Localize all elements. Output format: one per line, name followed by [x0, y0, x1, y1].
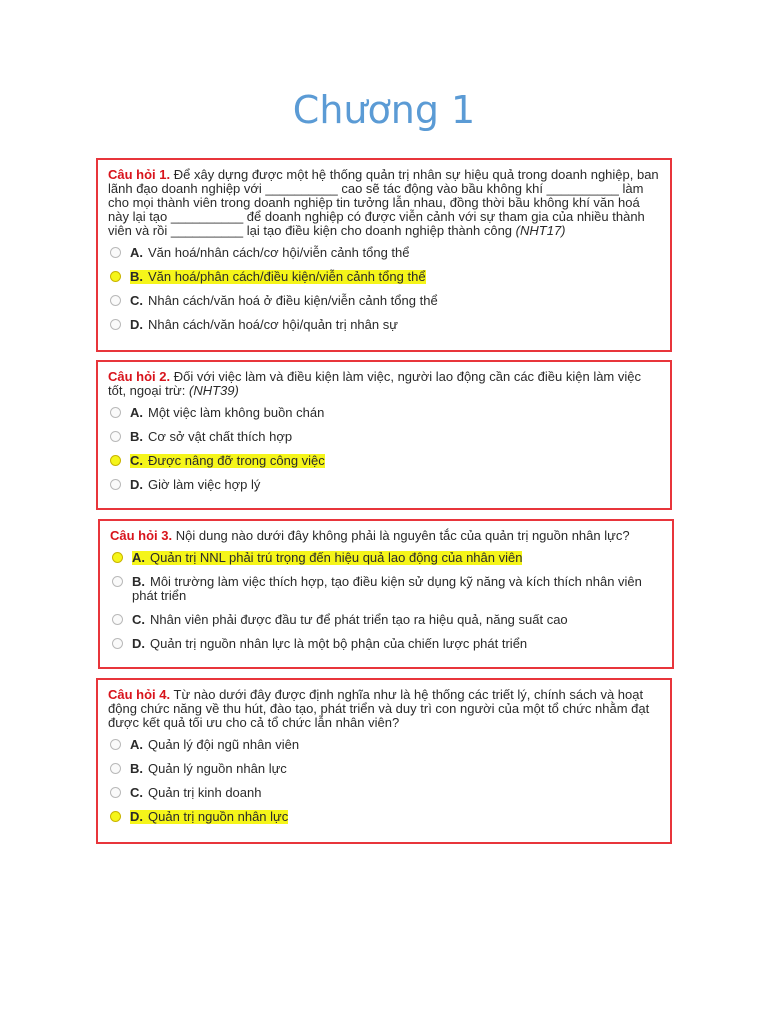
option-letter: B. — [130, 269, 143, 284]
option-text: Một việc làm không buồn chán — [148, 405, 325, 420]
answer-option-b[interactable] — [108, 430, 660, 444]
question-card-2 — [96, 360, 672, 510]
highlight — [130, 810, 288, 824]
radio-icon[interactable] — [110, 479, 121, 490]
radio-icon[interactable] — [110, 739, 121, 750]
option-letter: D. — [130, 317, 143, 332]
option-text: Quản lý nguồn nhân lực — [148, 761, 287, 776]
option-text: Quản trị kinh doanh — [148, 785, 262, 800]
radio-icon[interactable] — [110, 271, 121, 282]
answer-option-d[interactable] — [108, 478, 660, 492]
answer-option-a[interactable] — [108, 738, 660, 752]
radio-icon[interactable] — [110, 295, 121, 306]
radio-icon[interactable] — [110, 431, 121, 442]
option-letter: C. — [130, 453, 143, 468]
option-letter: C. — [132, 612, 145, 627]
answer-option-d[interactable] — [108, 318, 660, 332]
option-text: Quản trị NNL phải trú trọng đến hiệu quả lao động của nhân viên — [150, 550, 523, 565]
option-text: Được nâng đỡ trong công việc — [148, 453, 325, 468]
question-label: Câu hỏi 1. — [108, 167, 171, 182]
answer-option-a[interactable] — [108, 246, 660, 260]
option-text: Văn hoá/nhân cách/cơ hội/viễn cảnh tổng thể — [148, 245, 410, 260]
option-letter: A. — [132, 550, 145, 565]
option-letter: A. — [130, 245, 143, 260]
option-letter: B. — [130, 429, 143, 444]
option-letter: D. — [130, 477, 143, 492]
radio-icon[interactable] — [112, 614, 123, 625]
question-stem — [110, 529, 662, 543]
option-letter: D. — [130, 809, 143, 824]
question-label: Câu hỏi 4. — [108, 687, 171, 702]
radio-icon[interactable] — [110, 407, 121, 418]
radio-icon[interactable] — [110, 247, 121, 258]
highlight — [130, 454, 325, 468]
answer-option-b[interactable] — [108, 270, 660, 284]
page-title: Chương 1 — [292, 88, 476, 132]
option-letter: A. — [130, 405, 143, 420]
question-text: Để xây dựng được một hệ thống quản trị nhân sự hiệu quả trong doanh nghiệp, ban lãnh đạo doanh nghiệp với __________ cao sẽ tác động vào bầu không khí __________ làm cho mọi thành viên trong doanh nghiệp tin tưởng lẫn nhau, đồng thời bầu không khí văn hoá này lại tạo __________ để doanh nghiệp có được viễn cảnh với sự tham gia của nhiều thành viên và rồi __________ lại tạo điều kiện cho doanh nghiệp thành công — [108, 167, 659, 238]
answer-option-b[interactable] — [108, 762, 660, 776]
radio-icon[interactable] — [110, 763, 121, 774]
option-text: Giờ làm việc hợp lý — [148, 477, 261, 492]
question-card-4 — [96, 678, 672, 844]
option-letter: A. — [130, 737, 143, 752]
option-text: Cơ sở vật chất thích hợp — [148, 429, 293, 444]
radio-icon[interactable] — [110, 811, 121, 822]
answer-option-d[interactable] — [108, 810, 660, 824]
question-source: (NHT39) — [188, 383, 239, 398]
option-text: Quản trị nguồn nhân lực là một bộ phận của chiến lược phát triển — [150, 636, 528, 651]
highlight — [132, 551, 522, 565]
option-text: Văn hoá/phân cách/điều kiện/viễn cảnh tổng thể — [148, 269, 426, 284]
answer-option-a[interactable] — [108, 406, 660, 420]
radio-icon[interactable] — [112, 576, 123, 587]
option-text: Nhân cách/văn hoá/cơ hội/quản trị nhân sự — [148, 317, 398, 332]
radio-icon[interactable] — [110, 319, 121, 330]
answer-option-b[interactable] — [110, 575, 662, 603]
question-text: Từ nào dưới đây được định nghĩa như là hệ thống các triết lý, chính sách và hoạt động chức năng về thu hút, đào tạo, phát triển và duy trì con người của một tổ chức nhằm đạt được kết quả tối ưu cho cả tổ chức lẫn nhân viên? — [108, 687, 650, 730]
option-text: Quản trị nguồn nhân lực — [148, 809, 289, 824]
question-label: Câu hỏi 3. — [110, 528, 173, 543]
question-stem — [108, 688, 660, 730]
question-card-1 — [96, 158, 672, 352]
option-text: Môi trường làm việc thích hợp, tạo điều kiện sử dụng kỹ năng và kích thích nhân viên phát triển — [132, 574, 642, 603]
radio-icon[interactable] — [112, 638, 123, 649]
option-text: Nhân viên phải được đầu tư để phát triển tạo ra hiệu quả, năng suất cao — [150, 612, 568, 627]
radio-icon[interactable] — [110, 455, 121, 466]
question-label: Câu hỏi 2. — [108, 369, 171, 384]
question-stem — [108, 168, 660, 238]
option-text: Quản lý đội ngũ nhân viên — [148, 737, 300, 752]
answer-option-c[interactable] — [110, 613, 662, 627]
option-letter: B. — [132, 574, 145, 589]
option-letter: B. — [130, 761, 143, 776]
answer-option-a[interactable] — [110, 551, 662, 565]
question-text: Đối với việc làm và điều kiện làm việc, người lao động cần các điều kiện làm việc tốt, ngoại trừ: — [108, 369, 641, 398]
option-text: Nhân cách/văn hoá ở điều kiện/viễn cảnh tổng thể — [148, 293, 438, 308]
question-text: Nội dung nào dưới đây không phải là nguyên tắc của quản trị nguồn nhân lực? — [175, 528, 630, 543]
option-letter: C. — [130, 293, 143, 308]
answer-option-c[interactable] — [108, 786, 660, 800]
answer-option-d[interactable] — [110, 637, 662, 651]
answer-option-c[interactable] — [108, 454, 660, 468]
question-stem — [108, 370, 660, 398]
highlight — [130, 270, 426, 284]
question-source: (NHT17) — [515, 223, 566, 238]
answer-option-c[interactable] — [108, 294, 660, 308]
radio-icon[interactable] — [110, 787, 121, 798]
option-letter: D. — [132, 636, 145, 651]
option-letter: C. — [130, 785, 143, 800]
radio-icon[interactable] — [112, 552, 123, 563]
question-card-3 — [98, 519, 674, 669]
